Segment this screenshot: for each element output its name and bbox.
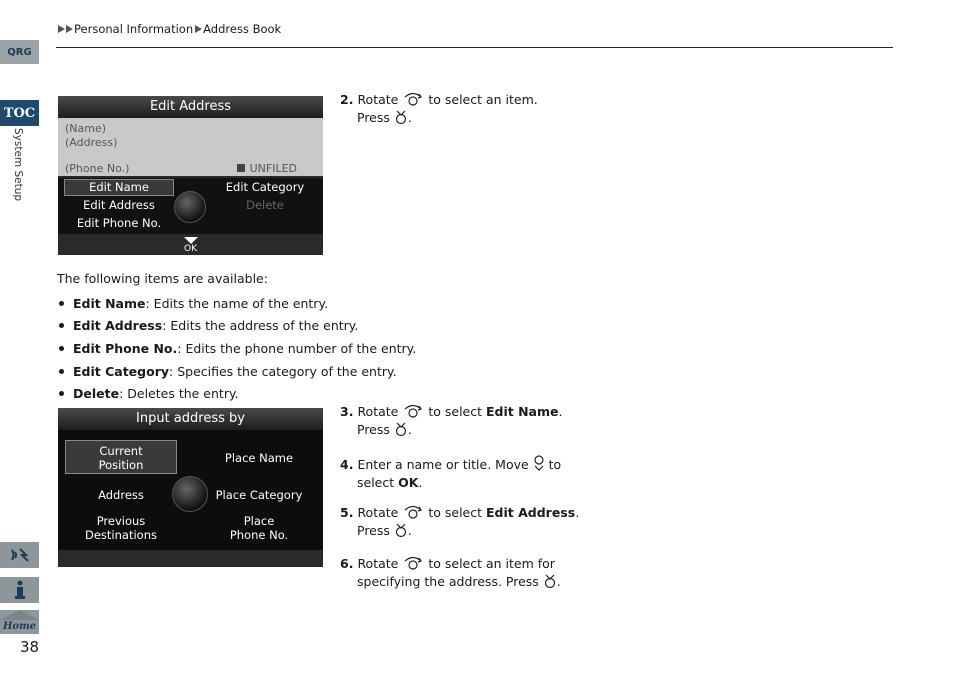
breadcrumb [58,22,283,36]
menu-delete[interactable]: Delete [246,198,284,212]
category-icon [236,163,246,173]
list-item [57,382,416,405]
item-desc: : Deletes the entry. [119,386,239,402]
step-text: Rotate [357,404,399,419]
menu-label: Address [98,488,144,502]
menu-label: Position [98,458,144,472]
item-desc: : Specifies the category of the entry. [169,363,397,379]
menu-label: Previous [96,514,146,528]
selector-knob [174,191,206,223]
menu-edit-category[interactable]: Edit Category [225,180,305,194]
press-dial-icon [394,421,408,437]
step-number: 3. [340,404,354,419]
step-number: 4. [340,457,354,472]
tab-qrg[interactable]: QRG [0,40,39,64]
step-text: Rotate [357,505,399,520]
breadcrumb-link-personal-information[interactable]: Personal Information [74,22,194,36]
tab-home-label: Home [2,621,37,632]
step-text: to [548,457,562,472]
page-number: 38 [20,638,40,656]
press-dial-icon [394,522,408,538]
step-text: . [407,109,412,125]
item-term: Edit Address [73,318,163,334]
selector-knob [172,476,208,512]
menu-place-category[interactable] [203,485,315,505]
entry-category [236,162,297,175]
tab-home[interactable] [0,610,39,634]
step-text: . [575,505,580,520]
menu-previous-destinations[interactable] [65,514,177,546]
menu-edit-address[interactable]: Edit Address [83,198,155,212]
step-3 [340,403,562,438]
step-6 [340,555,561,590]
tab-toc[interactable]: TOC [0,100,39,126]
items-list [57,292,416,405]
item-term: Edit Category [73,363,170,379]
menu-label: Place [243,514,275,528]
entry-phone: (Phone No.) [65,162,130,175]
list-item [57,337,416,360]
menu-label: Destinations [85,528,157,542]
screen-title: Input address by [58,408,323,430]
home-icon [0,610,39,634]
entry-address: (Address) [65,136,118,149]
step-2 [340,91,538,126]
step-number: 6. [340,556,354,571]
step-text: to select an item. [428,92,538,107]
header-divider [56,47,893,48]
ok-button[interactable] [58,234,323,255]
items-intro: The following items are available: [57,271,268,286]
step-text: . [556,573,561,589]
step-text: Press [357,421,390,437]
step-text: . [407,522,412,538]
screen-title: Edit Address [58,96,323,118]
screenshot-input-address-by [58,408,323,567]
step-text: to select an item for [428,556,555,571]
item-term: Edit Phone No. [73,340,178,356]
item-desc: : Edits the phone number of the entry. [177,340,417,356]
menu-label: Phone No. [229,528,289,542]
item-term: Edit Name [73,295,146,311]
tab-voice[interactable] [0,542,39,568]
menu-place-name[interactable] [203,448,315,468]
menu-label: Place Category [215,488,303,502]
item-term: Delete [73,386,120,402]
voice-command-icon [9,546,31,564]
step-text: Rotate [357,92,399,107]
step-text: Press [357,522,390,538]
menu-place-phone[interactable] [203,514,315,546]
step-text: specifying the address. Press [357,573,539,589]
step-text: . [407,421,412,437]
step-5 [340,504,579,539]
menu-label: Place Name [224,451,294,465]
step-term: Edit Name [486,404,559,419]
rotate-dial-icon [402,555,424,571]
step-term: OK [398,474,419,490]
step-text: . [418,474,423,490]
step-text: Enter a name or title. Move [357,457,529,472]
rotate-dial-icon [402,91,424,107]
list-item [57,360,416,383]
breadcrumb-link-address-book[interactable]: Address Book [203,22,282,36]
item-desc: : Edits the address of the entry. [162,318,359,334]
down-arrow-icon [184,237,198,244]
ok-label: OK [184,244,197,254]
arrow-right-icon [66,25,73,33]
step-text: to select [428,505,483,520]
item-desc: : Edits the name of the entry. [145,295,329,311]
rotate-dial-icon [402,504,424,520]
entry-category-label: UNFILED [249,162,297,175]
menu-current-position[interactable] [65,440,177,474]
menu-address[interactable] [65,485,177,505]
step-text: . [558,404,563,419]
step-4 [340,454,561,491]
section-label: System Setup [12,128,24,202]
step-text: Rotate [357,556,399,571]
info-icon [13,580,27,600]
entry-name: (Name) [65,122,107,135]
step-term: Edit Address [486,505,576,520]
move-dial-icon [533,454,545,472]
press-dial-icon [543,573,557,589]
menu-edit-name[interactable]: Edit Name [64,179,174,196]
rotate-dial-icon [402,403,424,419]
press-dial-icon [394,109,408,125]
step-text: Press [357,109,390,125]
menu-label: Current [99,444,143,458]
step-number: 5. [340,505,354,520]
step-text: select [357,474,395,490]
arrow-right-icon [195,25,202,33]
tab-info[interactable] [0,577,39,603]
menu-edit-phone[interactable]: Edit Phone No. [76,216,162,230]
step-text: to select [428,404,483,419]
entry-info-panel [58,118,323,176]
arrow-right-icon [58,25,65,33]
step-number: 2. [340,92,354,107]
list-item [57,315,416,338]
screenshot-edit-address [58,96,323,255]
list-item [57,292,416,315]
